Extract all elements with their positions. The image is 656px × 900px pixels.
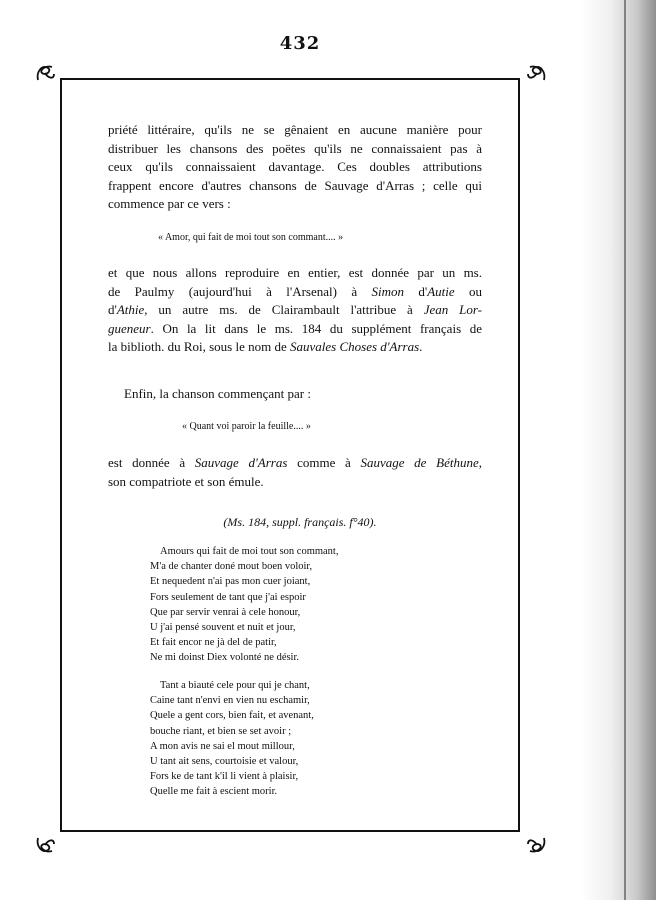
poem-line: Quelle me fait à escient morir. [150, 786, 278, 798]
page-edge-shadow [580, 0, 656, 900]
poem-line: A mon avis ne sai el mout millour, [150, 740, 295, 752]
name-athie: Athie [116, 302, 145, 318]
poem-line: Tant a biauté cele pour qui je chant, [160, 680, 310, 691]
text-run: est donnée à [108, 455, 195, 470]
top-left-ornament-icon [34, 62, 56, 84]
paragraph-1 [108, 121, 482, 214]
text-run: de Paulmy (aujourd'hui à l'Arsenal) à [108, 283, 372, 299]
poem-line: Fors ke de tant k'il li vient à plaisir, [150, 771, 299, 783]
text-run: comme à [287, 455, 361, 470]
page-fold-line [624, 0, 626, 900]
poem-line: bouche riant, et bien se set avoir ; [150, 725, 292, 737]
poem-stanza-1 [150, 544, 450, 666]
paragraph-4 [108, 454, 482, 491]
paragraph-1-line: ceux qu'ils connaissaient davantage. Ces doubles attributions [108, 159, 482, 175]
name-sauvage-arras: Sauvage d'Arras [194, 455, 288, 470]
quotation-2: « Quant voi paroir la feuille.... » [182, 421, 311, 432]
text-run: la biblioth. du Roi, sous le nom de [108, 339, 290, 355]
paragraph-1-line: priété littéraire, qu'ils ne se gênaient en aucune manière pour [108, 122, 482, 137]
paragraph-2-line [108, 283, 482, 302]
poem-stanza-2 [150, 678, 450, 800]
poem-line: U j'ai pensé souvent et nuit et jour, [150, 622, 296, 634]
paragraph-4-line [108, 454, 482, 473]
page-number: 432 [279, 33, 321, 54]
top-right-ornament-icon [526, 62, 548, 84]
poem-line: Fors seulement de tant que j'ai espoir [150, 591, 306, 603]
paragraph-1-line: distribuer les chansons des poëtes qu'ils ne connaissaient pas à [108, 140, 482, 156]
poem-line: Caine tant n'envi en vien nu eschamir, [150, 695, 310, 707]
paragraph-2-line [108, 301, 482, 320]
poem-line: Et nequedent n'ai pas mon cuer joiant, [150, 576, 311, 588]
poem-line: M'a de chanter doné mout boen voloir, [150, 561, 313, 573]
poem-line: Quele a gent cors, bien fait, et avenant, [150, 710, 314, 722]
name-autie: Autie [427, 283, 455, 299]
paragraph-2-line: et que nous allons reproduire en entier, est donnée par un ms. [108, 265, 482, 280]
poem-line: Ne mi doinst Diex volonté ne désir. [150, 652, 300, 664]
text-run: d' [108, 302, 117, 318]
paragraph-2-line [108, 320, 482, 339]
paragraph-3-line: Enfin, la chanson commençant par : [124, 386, 311, 401]
bottom-left-ornament-icon [34, 834, 56, 856]
name-jean-lorgueneur-cont: gueneur [108, 320, 151, 336]
text-run: d' [403, 283, 428, 299]
poem-line: Que par servir venrai à cele honour, [150, 606, 301, 618]
text-run: , un autre ms. de Clairambault l'attribue à [144, 302, 424, 318]
text-run: , [478, 455, 482, 470]
name-simon: Simon [371, 283, 404, 299]
name-jean-lorgueneur: Jean Lor- [423, 302, 482, 318]
paragraph-2-line [108, 338, 482, 357]
name-sauvales-choses: Sauvales Choses d'Arras [290, 339, 420, 355]
name-sauvage-bethune: Sauvage de Béthune [360, 455, 479, 470]
quotation-1: « Amor, qui fait de moi tout son commant.... » [158, 232, 344, 243]
poem-line: Et fait encor ne jà del de patir, [150, 637, 277, 649]
paragraph-2 [108, 264, 482, 357]
manuscript-source-note: (Ms. 184, suppl. français. f°40). [223, 515, 377, 529]
paragraph-1-line: frappent encore d'autres chansons de Sauvage d'Arras ; celle qui [108, 177, 482, 193]
poem-line: U tant ait sens, courtoisie et valour, [150, 756, 299, 768]
text-run: . [419, 339, 423, 355]
paragraph-1-line: commence par ce vers : [108, 196, 231, 212]
text-run: ou [454, 283, 482, 299]
paragraph-3 [124, 385, 484, 404]
text-run: . On la lit dans le ms. 184 du supplément français de [150, 320, 482, 336]
bottom-right-ornament-icon [526, 834, 548, 856]
poem-line: Amours qui fait de moi tout son commant, [160, 546, 339, 557]
paragraph-4-line: son compatriote et son émule. [108, 473, 264, 489]
